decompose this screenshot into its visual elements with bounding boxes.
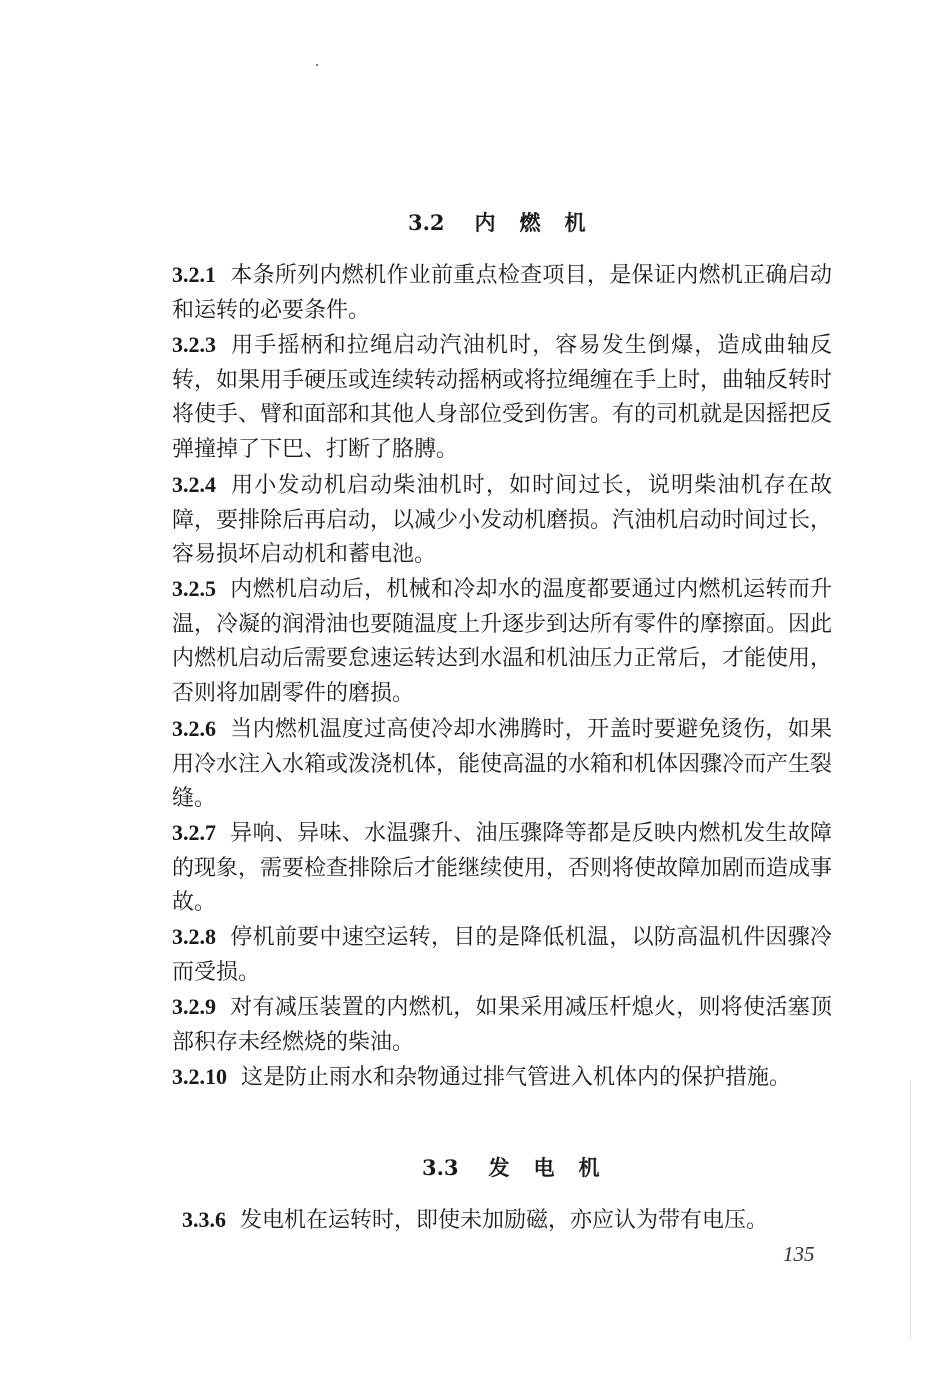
clause-text: 停机前要中速空运转，目的是降低机温，以防高温机件因骤冷而受损。: [172, 925, 832, 985]
clause-text: 对有减压装置的内燃机，如果采用减压杆熄火，则将使活塞顶部积存未经燃烧的柴油。: [172, 995, 832, 1055]
section-title-char: 发: [488, 1155, 510, 1180]
clause-number: 3.2.5: [172, 576, 216, 601]
clause-3-2-3: [172, 328, 832, 467]
clause-text: 本条所列内燃机作业前重点检查项目，是保证内燃机正确启动和运转的必要条件。: [172, 263, 832, 323]
section-heading-3-2: [408, 207, 586, 237]
section-title-char: 机: [564, 210, 586, 235]
clause-text: 用手摇柄和拉绳启动汽油机时，容易发生倒爆，造成曲轴反转，如果用手硬压或连续转动摇柄或将拉绳缠在手上时，曲轴反转时将使手、臂和面部和其他人身部位受到伤害。有的司机就是因摇把反弹撞掉了下巴、打断了胳膊。: [172, 333, 833, 462]
clause-text: 当内燃机温度过高使冷却水沸腾时，开盖时要避免烫伤，如果用冷水注入水箱或泼浇机体，能使高温的水箱和机体因骤冷而产生裂缝。: [172, 717, 833, 811]
clause-number: 3.2.10: [172, 1064, 227, 1089]
section-heading-3-3: [422, 1152, 600, 1182]
section-number: 3.2: [408, 210, 445, 235]
clause-text: 发电机在运转时，即使未加励磁，亦应认为带有电压。: [240, 1208, 769, 1233]
clause-3-2-10: [172, 1060, 832, 1096]
clause-3-2-6: [172, 712, 832, 817]
clause-text: 异响、异味、水温骤升、油压骤降等都是反映内燃机发生故障的现象，需要检查排除后才能继续使用，否则将使故障加剧而造成事故。: [172, 821, 833, 915]
clause-3-2-1: [172, 258, 832, 328]
clause-number: 3.2.3: [172, 332, 216, 357]
clause-number: 3.2.1: [172, 262, 216, 287]
clause-3-2-9: [172, 990, 832, 1060]
clause-3-2-8: [172, 920, 832, 990]
clause-3-3-6: [182, 1203, 832, 1239]
clause-number: 3.3.6: [182, 1207, 226, 1232]
clause-3-2-5: [172, 572, 832, 711]
clause-text: 内燃机启动后，机械和冷却水的温度都要通过内燃机运转而升温，冷凝的润滑油也要随温度上升逐步到达所有零件的摩擦面。因此内燃机启动后需要怠速运转达到水温和机油压力正常后，才能使用，否则将加剧零件的磨损。: [172, 577, 833, 706]
scan-edge: [910, 1080, 911, 1340]
clause-number: 3.2.4: [172, 472, 216, 497]
clause-text: 用小发动机启动柴油机时，如时间过长，说明柴油机存在故障，要排除后再启动，以减少小发动机磨损。汽油机启动时间过长，容易损坏启动机和蓄电池。: [172, 473, 833, 567]
clause-number: 3.2.8: [172, 924, 216, 949]
scan-speck: [316, 64, 318, 66]
section-number: 3.3: [422, 1155, 459, 1180]
clause-number: 3.2.7: [172, 820, 216, 845]
page-number: 135: [783, 1242, 815, 1266]
section-title-char: 内: [474, 210, 496, 235]
clause-number: 3.2.6: [172, 716, 216, 741]
section-title-char: 机: [578, 1155, 600, 1180]
clause-number: 3.2.9: [172, 994, 216, 1019]
clause-3-2-4: [172, 468, 832, 573]
clause-text: 这是防止雨水和杂物通过排气管进入机体内的保护措施。: [241, 1065, 792, 1090]
section-title-char: 电: [533, 1155, 555, 1180]
clause-3-2-7: [172, 816, 832, 921]
section-title-char: 燃: [519, 210, 541, 235]
